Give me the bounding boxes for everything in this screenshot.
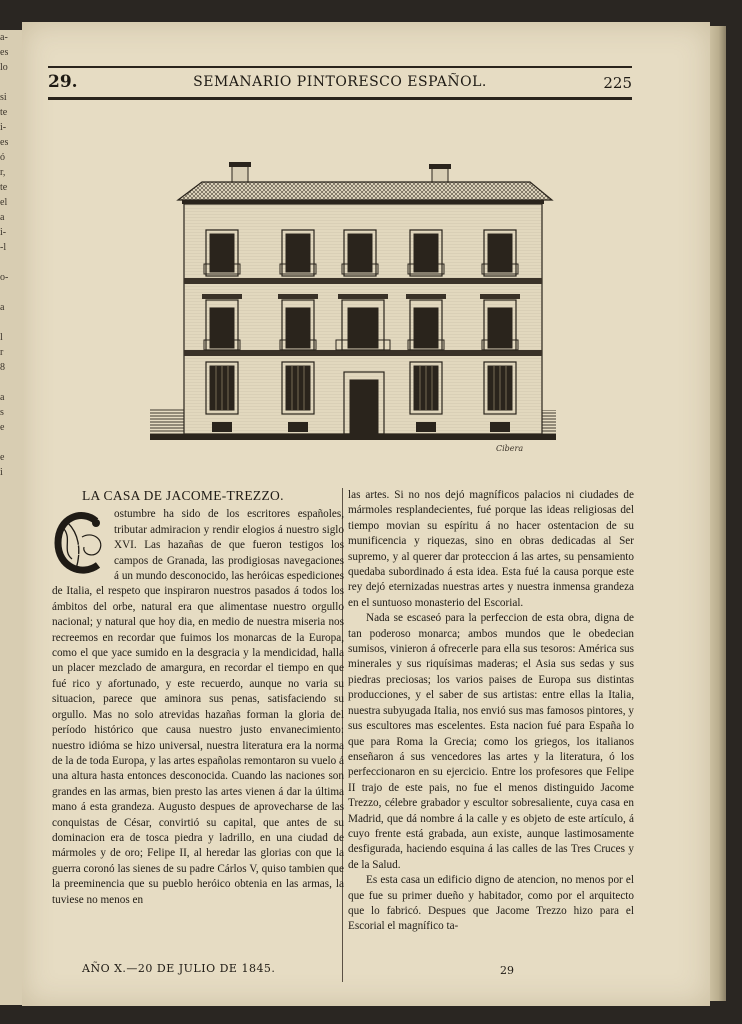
page-number: 225 <box>603 74 632 92</box>
previous-page-fragment: o- <box>0 272 9 283</box>
previous-page-fragment: a <box>0 302 5 313</box>
issue-number: 29. <box>48 72 78 92</box>
drop-cap-ornament <box>52 509 110 579</box>
article-column-left <box>52 488 344 908</box>
header-top-rule <box>48 66 632 68</box>
previous-page-fragment: lo <box>0 62 8 73</box>
periodical-title: SEMANARIO PINTORESCO ESPAÑOL. <box>193 74 487 90</box>
previous-page-fragment: a <box>0 212 5 223</box>
previous-page-fragment <box>0 315 22 330</box>
previous-page-fragment: a- <box>0 32 8 43</box>
page-stack-edge <box>708 26 726 1001</box>
previous-page-fragment <box>0 375 22 390</box>
paragraph-3: Nada se escaseó para la perfeccion de esta obra, digna de tan poderoso monarca; ambos mundos que le obedecian sumisos, vinieron á ofrecerle para ella sus tesoros: América sus minerales y sus riquísimas maderas; el Asia sus sedas y sus piedras preciosas; los varios paises de Europa sus distintas producciones, y el saber de sus artistas: entre ellas la Italia, nuestra subyugada Italia, nos envió sus mas famosos pintores, y sus escultores mas escelentes. Esta nacion fué para España lo que para Roma la Grecia; como los griegos, los italianos enseñaron á sus vencedores las artes y la literatura, ó los perfeccionaron en su ejercicio. Entre los profesores que Felipe II trajo de este pais, no fue el menos distinguido Jacome Trezzo, célebre grabador y escultor sobresaliente, cuya casa en Madrid, que dá nombre á la calle y es objeto de este artículo, á cuyo frente está grabada, aun existe, aunque lastimosamente desfigurada, haciendo esquina á las calles de las Tres Cruces y de la Salud. <box>348 612 634 871</box>
drop-cap-letter: C <box>74 542 85 560</box>
previous-page-fragment: 8 <box>0 362 5 373</box>
previous-page-fragment <box>0 75 22 90</box>
previous-page-fragment: i- <box>0 122 7 133</box>
previous-page-fragment: a <box>0 392 5 403</box>
previous-page-fragment: ó <box>0 152 5 163</box>
paragraph-4: Es esta casa un edificio digno de atencion, no menos por el que fue su primer dueño y habitador, como por el arquitecto que lo fabricó. Despues que Jacome Trezzo hizo para el Escorial el magnífico ta- <box>348 874 634 933</box>
previous-page-fragment: si <box>0 92 7 103</box>
previous-page-fragment <box>0 285 22 300</box>
house-engraving <box>126 160 556 460</box>
footer-signature-mark: 29 <box>500 964 514 977</box>
previous-page-fragment <box>0 435 22 450</box>
footer-date: AÑO X.—20 DE JULIO DE 1845. <box>82 962 276 975</box>
previous-page-fragment: e <box>0 452 5 463</box>
article-title: LA CASA DE JACOME-TREZZO. <box>82 488 284 503</box>
page-header <box>48 66 632 100</box>
article-column-right <box>348 488 634 935</box>
previous-page-fragment: r <box>0 347 4 358</box>
previous-page-fragment: es <box>0 47 9 58</box>
previous-page-fragment: r, <box>0 167 6 178</box>
previous-page-fragment: el <box>0 197 8 208</box>
paragraph-1: ostumbre ha sido de los escritores españoles, tributar admiracion y rendir elogios á nuestro siglo XVI. Las hazañas de que fueron testigos los campos de Granada, las prodigiosas navegaciones á un mundo desconocido, las heróicas espediciones de Italia, el respeto que inspiraron nuestros pasados á todos los ámbitos del orbe, natural era que alimentase nuestro orgullo nacional; y natural que hoy dia, en medio de nuestra miseria nos recreemos en recordar que fuimos los monarcas de la Europa, como el que yace sumido en la desgracia y la mendicidad, halla un placer mezclado de amargura, en recordar el tiempo en que fué rico y afortunado, y este recuerdo, aunque no varia su situacion, parece que aminora sus penas, satisfaciendo su orgullo. Mas no solo atrevidas hazañas forman la gloria del período histórico que causa nuestro justo envanecimiento: nuestro idióma se hizo universal, nuestra literatura era la norma de la de toda Europa, y las artes españolas remontaron su vuelo á una altura hasta entonces desconocida. Cuando las naciones son grandes en las armas, bien presto las artes vienen á dar la última mano á esta grandeza. Augusto despues de aprovecharse de las conquistas de César, convirtió su capital, que antes de su dominacion era de tosca piedra y ladrillo, en una ciudad de mármoles y de oro; Felipe II, al heredar las glorias con que la guerra coronó las sienes de su padre Cárlos V, quiso tambien que la preeminencia que su pueblo heróico obtenia en las armas, la tuviese no menos en <box>52 508 344 906</box>
previous-page-fragment: es <box>0 137 9 148</box>
previous-page-edge <box>0 30 23 1005</box>
paragraph-2: las artes. Si no nos dejó magníficos palacios ni ciudades de mármoles resplandecientes, fué porque las ideas religiosas del tiempo movian su espíritu á no hacer ostentacion de su munificencia y riquezas, sino en obras dedicadas al Ser supremo, y al querer dar proteccion á las artes, su pensamiento quedaba subordinado á esta idea. Esta fué la causa porque este rey dejó eternizadas nuestras artes y nuestra inmensa grandeza en el suntuoso monasterio del Escorial. <box>348 489 634 609</box>
previous-page-fragment: i- <box>0 227 7 238</box>
document-page <box>22 22 710 1006</box>
previous-page-fragment: te <box>0 107 8 118</box>
engraver-signature: Cibera <box>496 444 524 453</box>
header-bottom-rule <box>48 97 632 100</box>
previous-page-fragment: te <box>0 182 8 193</box>
previous-page-fragment: s <box>0 407 4 418</box>
previous-page-fragment: -l <box>0 242 7 253</box>
previous-page-fragment <box>0 255 22 270</box>
previous-page-fragment: i <box>0 467 3 478</box>
previous-page-fragment: l <box>0 332 3 343</box>
previous-page-fragment: e <box>0 422 5 433</box>
